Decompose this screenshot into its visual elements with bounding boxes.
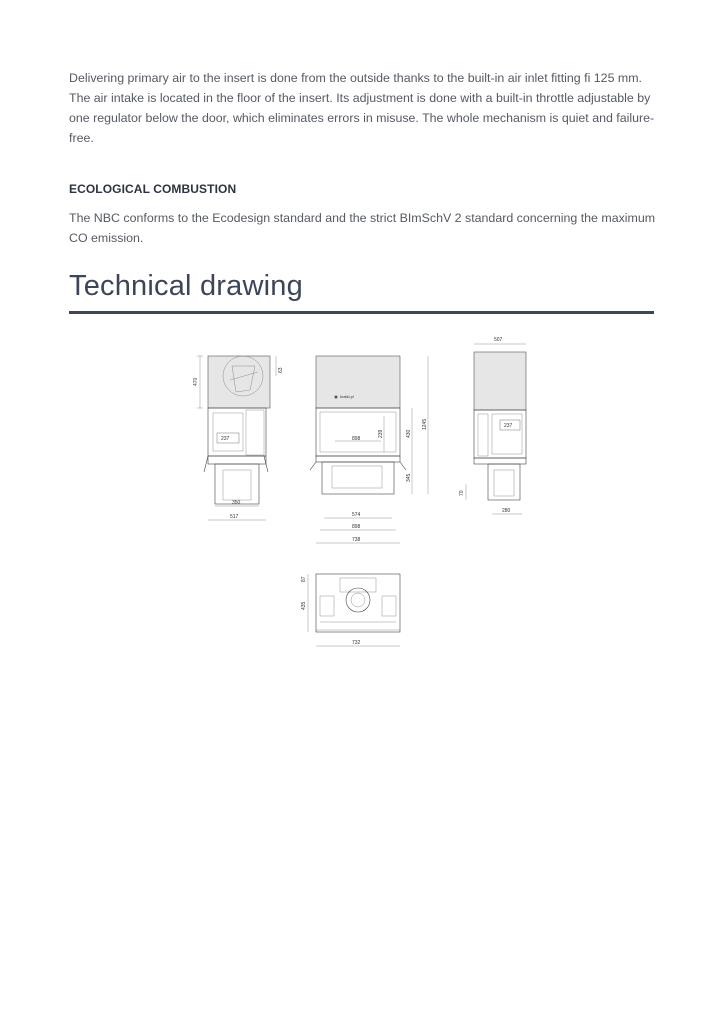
top-view [301,574,400,646]
dim-517-left: 517 [230,514,239,520]
side-view-left [193,356,284,520]
eco-heading: ECOLOGICAL COMBUSTION [69,182,237,196]
intro-paragraph: Delivering primary air to the insert is done from the outside thanks to the built-in air inlet fitting fi 125 mm. The air intake is located in the floor of the insert. Its adjustment is done with a built-in throttle adjustable by one regulator below the door, which eliminates errors in misuse. The whole mechanism is quiet and failure-free. [69,71,655,145]
dim-574: 574 [352,512,361,518]
dim-430: 430 [406,429,412,438]
section-title: Technical drawing [69,270,303,302]
dim-280-right: 280 [502,508,511,514]
dim-63-left: 63 [278,367,284,373]
side-view-right [459,337,526,514]
front-view [310,356,428,543]
dim-239: 239 [378,429,384,438]
dim-1245: 1245 [422,418,428,430]
dim-738: 738 [352,537,361,543]
dim-70-right: 70 [459,490,465,496]
dim-732-top: 732 [352,640,361,646]
dim-345: 345 [406,473,412,482]
dim-435-top: 435 [301,601,307,610]
dim-898-inner: 898 [352,436,361,442]
eco-paragraph: The NBC conforms to the Ecodesign standard and the strict BImSchV 2 standard concerning the maximum CO emission. [69,211,656,245]
dim-898: 898 [352,524,361,530]
front-brand: kratki.pl [340,394,354,399]
dim-237-left: 237 [221,436,230,442]
dim-87-top: 87 [301,576,307,582]
dim-507-right: 507 [494,337,503,343]
dim-350-left: 350 [232,500,241,506]
dim-237-right: 237 [504,423,513,429]
dim-470-left: 470 [193,377,199,386]
